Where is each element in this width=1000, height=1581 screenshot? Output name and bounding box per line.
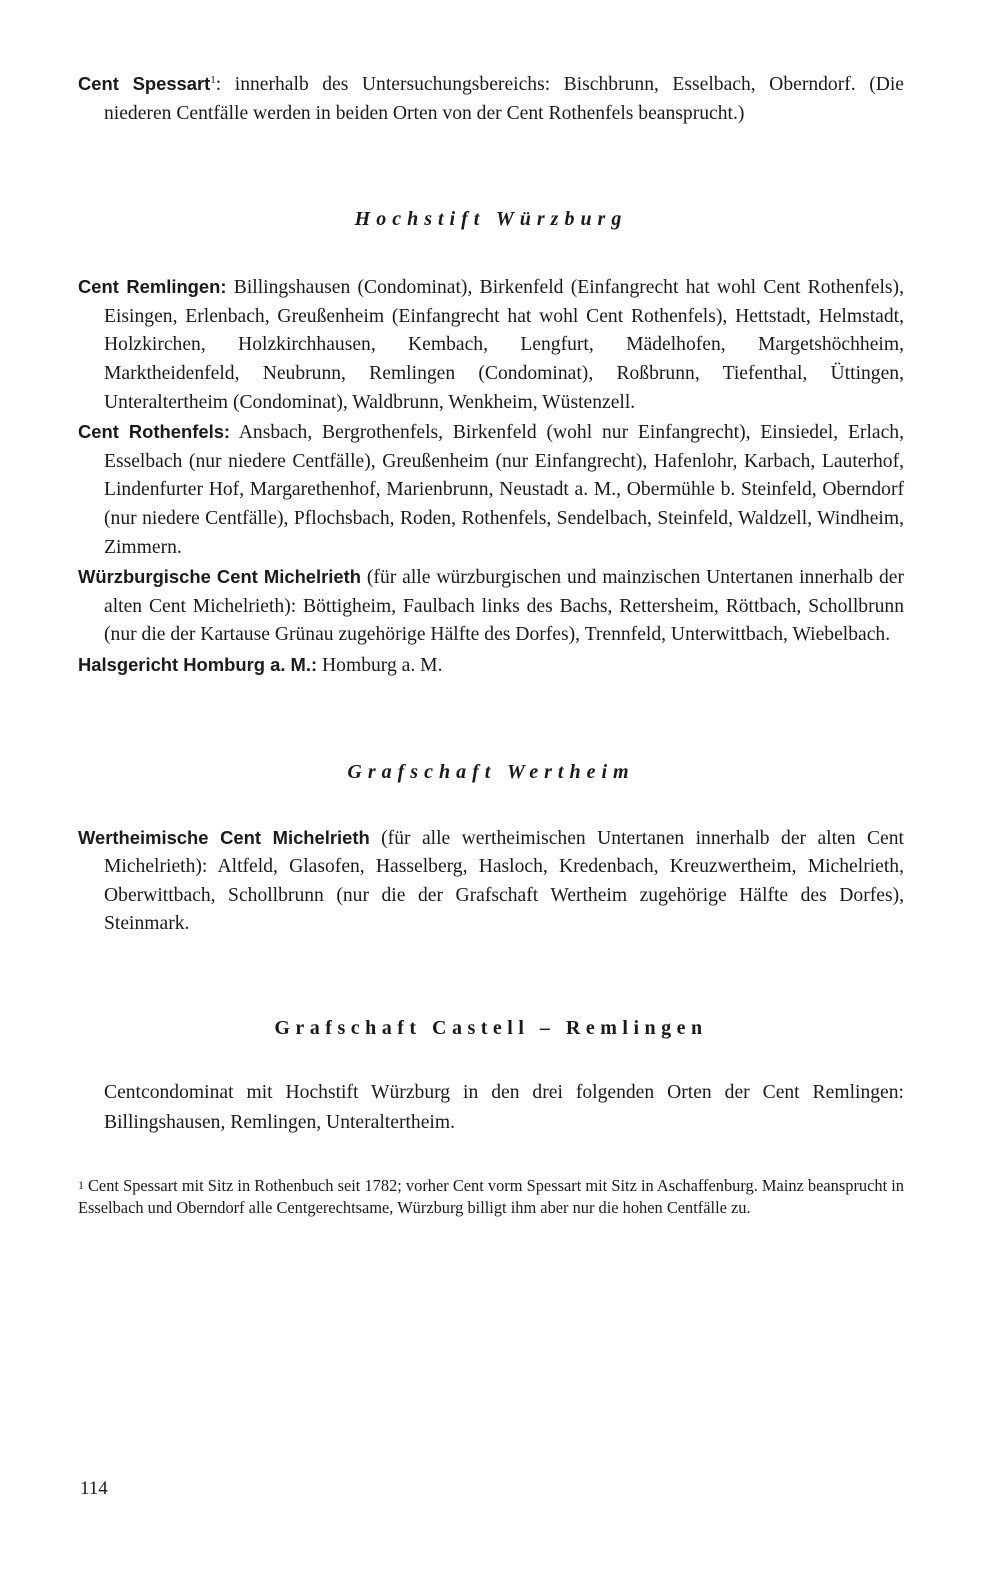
entry-cent-spessart — [78, 70, 904, 128]
section-heading-grafschaft-castell-remlingen: Grafschaft Castell – Remlingen — [274, 1016, 708, 1039]
entry-text: Ansbach, Bergrothenfels, Birkenfeld (wohl nur Einfangrecht), Einsiedel, Erlach, Esselbach (nur niedere Centfälle), Greußenheim (nur Einfangrecht), Hafenlohr, Karbach, Lauterhof, Lindenfurter Hof, Margarethenhof, Marienbrunn, Neustadt a. M., Obermühle b. Steinfeld, Oberndorf (nur niedere Centfälle), Pflochsbach, Roden, Rothenfels, Sendelbach, Steinfeld, Waldzell, Windheim, Zimmern. — [104, 422, 904, 558]
entry-title: Cent Remlingen: — [78, 276, 227, 298]
entry-title: Wertheimische Cent Michelrieth — [78, 826, 370, 848]
footnote-text: Cent Spessart mit Sitz in Rothenbuch seit 1782; vorher Cent vorm Spessart mit Sitz in Aschaffenburg. Mainz beansprucht in Esselbach und Oberndorf alle Centgerechtsame, Würzburg billigt ihm aber nur die hohen Centfälle zu. — [78, 1175, 904, 1218]
footnote-reference[interactable]: 1 — [210, 74, 216, 86]
entry-text: Billingshausen (Condominat), Birkenfeld (Einfangrecht hat wohl Cent Rothenfels), Eisingen, Erlenbach, Greußenheim (Einfangrecht hat wohl Cent Rothenfels), Hettstadt, Helmstadt, Holzkirchen, Holzkirchhausen, Kembach, Lengfurt, Mädelhofen, Margetshöchheim, Marktheidenfeld, Neubrunn, Remlingen (Condominat), Roßbrunn, Tiefenthal, Üttingen, Unteraltertheim (Condominat), Waldbrunn, Wenkheim, Wüstenzell. — [104, 277, 904, 413]
entry-wuerzburgische-cent-michelrieth — [78, 563, 904, 650]
entry-halsgericht-homburg — [78, 651, 904, 681]
entry-text: : innerhalb des Untersuchungsbereichs: Bischbrunn, Esselbach, Oberndorf. (Die niederen Centfälle werden in beiden Orten von der Cent Rothenfels beansprucht.) — [104, 74, 905, 124]
entry-title: Cent Rothenfels: — [78, 421, 231, 443]
footnote — [78, 1174, 904, 1220]
section-heading-hochstift-wuerzburg: Hochstift Würzburg — [354, 208, 628, 231]
section-heading-grafschaft-wertheim: Grafschaft Wertheim — [347, 760, 635, 783]
page-body — [78, 70, 904, 1220]
entry-text: Homburg a. M. — [317, 654, 443, 676]
entry-text: (für alle würzburgischen und mainzischen Untertanen innerhalb der alten Cent Michelrieth): Böttigheim, Faulbach links des Bachs, Rettersheim, Röttbach, Schollbrunn (nur die der Kartause Grünau zugehörige Hälfte des Dorfes), Trennfeld, Unterwittbach, Wiebelbach. — [104, 567, 904, 646]
entry-wertheimische-cent-michelrieth — [78, 824, 904, 939]
entry-title: Cent Spessart — [78, 73, 211, 94]
footnote-separator — [78, 1138, 904, 1174]
footnote-mark: 1 — [78, 1177, 84, 1192]
entry-text: (für alle wertheimischen Untertanen innerhalb der alten Cent Michelrieth): Altfeld, Glasofen, Hasselberg, Hasloch, Kredenbach, Kreuzwertheim, Michelrieth, Oberwittbach, Schollbrunn (nur die der Grafschaft Wertheim zugehörige Hälfte des Dorfes), Steinmark. — [104, 827, 904, 935]
entry-cent-rothenfels — [78, 418, 904, 562]
entry-title: Würzburgische Cent Michelrieth — [78, 566, 361, 588]
section-text-castell-remlingen: Centcondominat mit Hochstift Würzburg in den drei folgenden Orten der Cent Remlingen: Billingshausen, Remlingen, Unteraltertheim. — [104, 1081, 904, 1133]
entry-cent-remlingen — [78, 273, 904, 417]
page-number: 114 — [80, 1478, 108, 1499]
entry-title: Halsgericht Homburg a. M.: — [78, 653, 318, 675]
